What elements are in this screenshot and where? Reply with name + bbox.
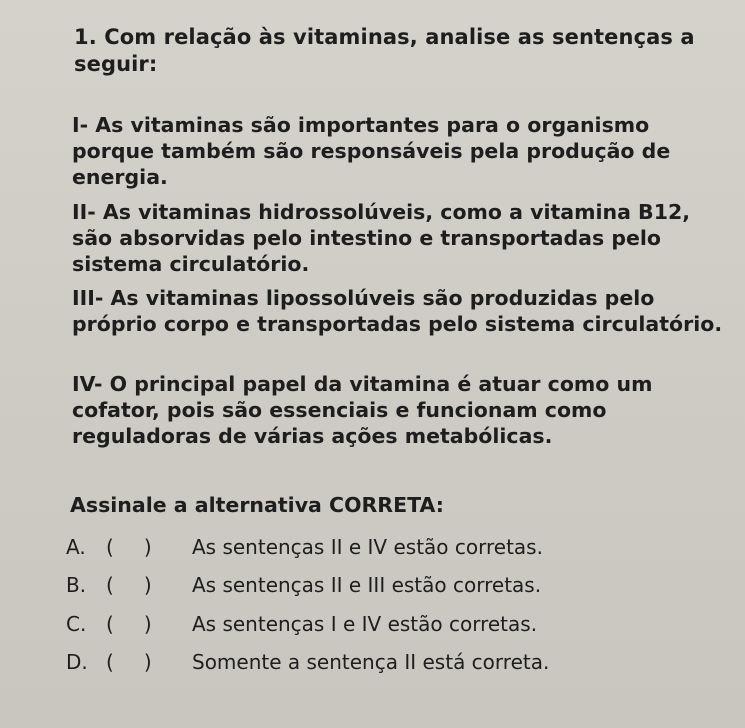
statement-ii: II- As vitaminas hidrossolúveis, como a vitamina B12, são absorvidas pelo intestino e transportadas pelo sistema circulatório.: [72, 200, 691, 276]
option-b: [66, 572, 541, 598]
paren-close: ): [143, 573, 152, 597]
option-c: [66, 611, 537, 637]
statement-i: I- As vitaminas são importantes para o organismo porque também são responsáveis pela produção de energia.: [72, 113, 671, 189]
option-a-checkbox[interactable]: [106, 534, 192, 560]
paren-open: (: [106, 573, 114, 597]
option-letter: A.: [66, 535, 86, 559]
option-b-checkbox[interactable]: [106, 572, 192, 598]
option-text: As sentenças II e III estão corretas.: [192, 573, 542, 597]
paren-open: (: [106, 535, 114, 559]
option-text: Somente a sentença II está correta.: [192, 650, 550, 674]
question-title: 1. Com relação às vitaminas, analise as sentenças a seguir:: [74, 25, 695, 76]
option-d: [66, 649, 549, 675]
paren-open: (: [106, 612, 114, 636]
option-d-checkbox[interactable]: [106, 649, 192, 675]
option-text: As sentenças I e IV estão corretas.: [192, 612, 538, 636]
option-a: [66, 534, 543, 560]
statement-iv: IV- O principal papel da vitamina é atuar como um cofator, pois são essenciais e funcionam como reguladoras de várias ações metabólicas.: [72, 372, 653, 448]
option-text: As sentenças II e IV estão corretas.: [192, 535, 543, 559]
paren-close: ): [143, 535, 152, 559]
statement-iii: III- As vitaminas lipossolúveis são produzidas pelo próprio corpo e transportadas pelo sistema circulatório.: [72, 286, 723, 336]
answer-prompt: Assinale a alternativa CORRETA:: [70, 493, 444, 517]
paren-open: (: [106, 650, 114, 674]
option-letter: C.: [66, 612, 87, 636]
paren-close: ): [143, 650, 152, 674]
option-letter: D.: [66, 650, 88, 674]
option-c-checkbox[interactable]: [106, 611, 192, 637]
option-letter: B.: [66, 573, 87, 597]
paren-close: ): [143, 612, 152, 636]
